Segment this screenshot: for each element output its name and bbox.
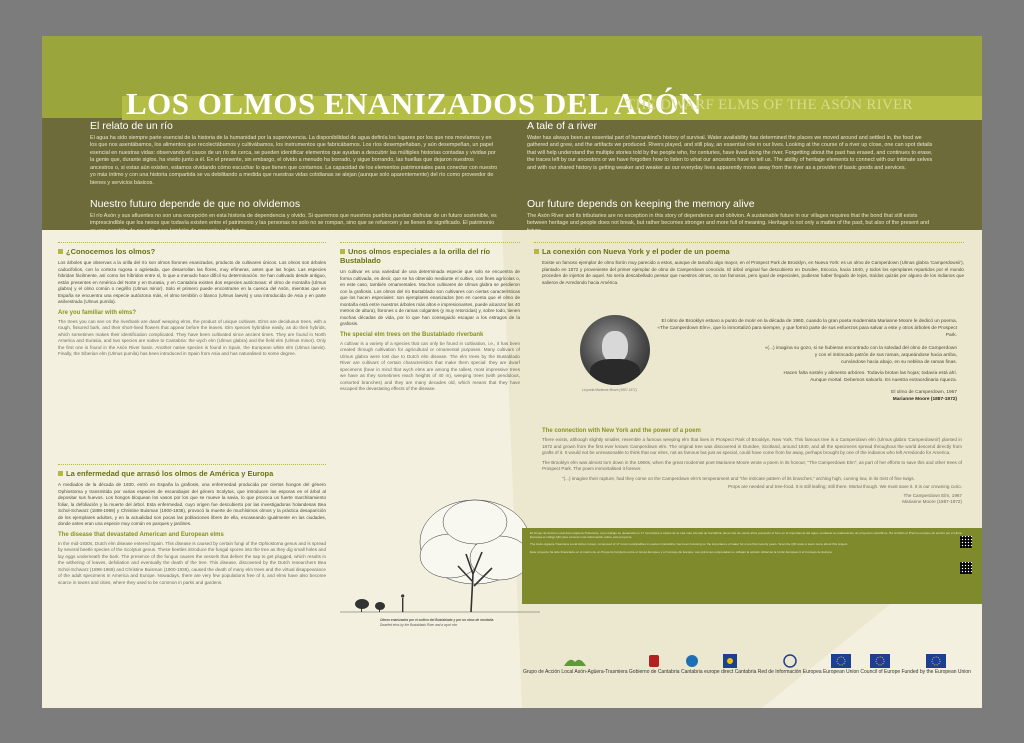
logo-label: European Union	[822, 669, 860, 676]
logo-label: Cantabria	[680, 669, 703, 676]
col1-disease-heading-es-text: La enfermedad que arrasó los olmos de América y Europa	[66, 469, 274, 478]
qr-code-icon[interactable]	[960, 536, 972, 548]
logo-cantabria	[681, 654, 703, 676]
content-area	[42, 230, 982, 708]
poem-block-es	[657, 318, 957, 403]
logo-label: europe direct Cantabria	[704, 669, 757, 676]
header-panel	[42, 36, 982, 230]
col3-text-es: Existe un famoso ejemplar de olmo llorón muy parecido a estos, aunque de tamaño algo mayor, en el Prospect Park de Brooklyn, en Nueva York: es un olmo de Camperdown (Ulmus glabra 'Camperdownii'), plantado en 1872 y proveniente del primer ejemplar de olmo de Camperdown conocido. El árbol original fue descubierto en Dundee, Escocia, hacia 1840, y todos los ejemplares repartidos por el mundo proceden de injertos de aquel. No sería descabellado pensar que nuestros olmos, no tan famosos, pero igual de especiales, pudieran haber llegado de lejos, traídos quizás por alguno de los indianos que salieron de Arredondo hacia América.	[542, 260, 964, 285]
qr-code-icon[interactable]	[960, 562, 972, 574]
footer-text-en: The Asón-Agüera-Trasmiera Local Action Group, composed of 17 rural municipalities in eastern Cantabria, has been focusing on the importance of water for more than twenty years. Scan the QR code to learn more about this project.	[530, 542, 849, 547]
intro-es-text-2: El río Asón y sus afluentes no son una excepción en esta historia de dependencia y olvido. Si queremos que nuestros pueblos puedan disfrutar de un futuro sostenible, es imprescindible que los nexos que todavía existen entre el patrimonio y las personas no solo no se rompan, sino que se refuercen y se llenen de significado. El patrimonio	[90, 213, 497, 227]
logo-gal	[523, 654, 628, 676]
divider	[58, 242, 326, 243]
logo-funded-eu	[901, 654, 971, 676]
portrait-coat	[590, 359, 640, 385]
col1-disease-heading-en: The disease that devastated American and European elms	[58, 531, 224, 538]
logo-label: Red de Información Europea	[757, 669, 822, 676]
council-of-europe-icon	[870, 654, 890, 668]
col1-text-en: The trees you can see on the riverbank are dwarf weeping elms, the product of unique cultivars. Elms are deciduous trees, with a rough, fissured bark, and their short-lived flowers that appear before the leaves. Elm species hybridise easily, as do their hybrids, which sometimes makes their identification complicated. They have been cultivated since ancient times. They are found in North America and Eurasia, and two species are native to Cantabria: the wych elm (Ulmus glabra) and the field elm (Ulmus minor). Only the first one is found in the Asón River basin. Another native species is found in Spain, the European white elm (Ulmus laevis). Finally, the Siberian elm (Ulmus pumila) has been introduced in Spain from Asia and has naturalised to some degree.	[58, 318, 326, 357]
col1-heading-en: Are you familiar with elms?	[58, 309, 137, 316]
poem-en-author: Marianne Moore (1887-1972)	[902, 499, 962, 505]
portrait-caption: La poeta Marianne Moore (1887-1972)	[582, 388, 637, 392]
divider	[340, 242, 520, 243]
intro-es-heading-2: Nuestro futuro depende de que no olvidemos	[90, 198, 301, 210]
poem-intro: El olmo de Brooklyn estuvo a punto de morir en la década de 1960, cuando la gran poeta modernista Marianne Moore le dedicó un poema, «The Camperdown Elm», que lo inmortalizó para siempre, y que formó parte de sus esfuerzos para salvar a este y otros árboles de Prospect Park.	[657, 319, 957, 339]
poet-portrait	[580, 315, 650, 385]
logo-label: Grupo de Acción Local Asón-Agüera-Trasmiera	[523, 669, 628, 676]
column-special-elms	[340, 242, 520, 393]
poem-line-3: curvándose hacia abajo, en su neblina de ramas finas.	[841, 359, 957, 365]
col1-disease-text-es: A mediados de la década de 1930, entró en España la grafiosis, una enfermedad producida por ciertos hongos del género Ophiostoma y transmitida por varias especies de escarabajos del género Scolytus, que introducen las esporas en el árbol al depositar sus huevos. Los hongos bloquean los vasos por los que se mueve la savia, lo que provoca un fuerte marchitamiento foliar, la defoliación y la muerte del árbol. Esta enfermedad, cuyo origen fue descubierto por las investigadoras holandesas Bea Schol-Schwarz (1898-1969) y Christine Buisman (1900-1936), provocó la muerte de muchísimos olmos y la práctica desaparición de los ejemplares adultos, y en la actualidad son pocas las poblaciones libres de ella, escaseando igualmente en las ciudades, donde antes eran una especie muy común en parques y jardines.	[58, 482, 326, 527]
poem-line-1: «(...) imagina su gozo, si se hubieran encontrado con la soledad del olmo de Camperdown	[764, 345, 957, 351]
logo-eu	[823, 654, 859, 676]
title-spanish: LOS OLMOS ENANIZADOS DEL ASÓN	[126, 86, 703, 121]
col2-heading-en: The special elm trees on the Bustablado riverbank	[340, 331, 484, 338]
col3-text-en: There exists, although slightly smaller, resemble a famous weeping elm that lives in Prospect Park of Brooklyn, New York. This famous tree is a Camperdown elm (Ulmus glabra 'Camperdownii') planted in 1872 and grown from the first ever known Camperdown elm. The original tree was discovered in Dundee, Scotland, around 1840, and all the specimens spread throughout the world descend directly from grafts of it. It would not be unreasonable to think that our elms, not as famous but just as special, could have come from far away, perhaps brought by one of the indianos who left Arredondo for America.	[542, 437, 962, 456]
intro-es-section-1	[90, 120, 498, 187]
column-elms	[58, 242, 326, 358]
divider	[534, 242, 964, 243]
footer-text-es: El Grupo de Acción Local Asón-Agüera-Trasmiera, cuyo trabajo se desarrolla en 17 municipios a través de la ruta más oriental de Cantabria, lleva más de veinte años poniendo el foco en la importancia del agua, mediante la colaboración de proyectos científicos. Ha recibido el Premio europeo de acción por el clima. Escanea el código QR para conocer más información sobre este proyecto.	[530, 531, 963, 540]
tree-caption-es: Olmos enanizados por el cultivo del Bustablado y por un olmo de montaña	[380, 618, 494, 622]
logo-label: Gobierno de Cantabria	[628, 669, 680, 676]
intro-en-heading-1: A tale of a river	[527, 120, 598, 132]
col1-disease-text-en: In the mid-1930s, Dutch elm disease entered Spain. This disease is caused by certain fungi of the Ophiostoma genus and is spread by several beetle species of the Scolytus genus. These beetles introduce the fungal spores into the tree as they dig small holes and lay eggs underneath the bark. The presence of the fungus causes the vessels that deliver the sap to get plugged, which results in the withering of leaves, defoliation and eventually the death of the tree. This disease, discovered by the Dutch researchers Bea Schol-Schwarz (1898-1969) and Christine Buisman (1900-1936), caused the death of many elm trees and the virtual disappearance of the adult specimens in America and Europe. Nowadays, there are very few populations free of it, and elms have also become scarce in towns and cities, where they used to be common in parks and gardens.	[58, 540, 326, 585]
col1-heading-es	[58, 247, 326, 256]
eu-flag-icon	[926, 654, 946, 668]
divider	[58, 464, 326, 465]
footer-band	[522, 528, 982, 604]
poem-line-4: Hacen falta sostén y alimento arbóreo. Todavía brotan las hojas; todavía está ahí.	[783, 371, 957, 377]
col1-disease-heading-es	[58, 469, 326, 478]
column-new-york	[534, 242, 964, 286]
col1-heading-es-text: ¿Conocemos los olmos?	[66, 247, 156, 256]
poem-line-2: y con el intrincado patrón de sus ramas, arqueándose hacia arriba,	[814, 352, 957, 358]
poem-line-5: Aunque mortal. Debemos salvarlo. Es nuestra extraordinaria riqueza.	[810, 378, 957, 384]
col3-heading-es	[534, 247, 964, 256]
logo-label: Funded by the European Union	[901, 669, 971, 676]
poem-author: Marianne Moore (1887-1972)	[892, 396, 957, 402]
footer-text-note: Este proyecto ha sido financiado en el marco de un Proyecto Conjunto entre el Grupo Europeo y el Consejo de Europa. Las opiniones expresadas no reflejan la opinión oficial de la Unión Europea ni el Consejo de Europa.	[530, 549, 833, 554]
col2-heading-es	[340, 247, 520, 265]
logo-europe-direct	[704, 654, 756, 676]
tree-caption-en: Dwarfed elms by the Bustablado River and a wych elm	[380, 623, 458, 627]
tree-illustration	[340, 494, 540, 644]
column-new-york-en	[542, 424, 962, 506]
bullet-square-icon	[58, 471, 63, 476]
col2-text-en: A cultivar is a variety of a species that can only be found in cultivation, i.e., it has been created through cultivation for agricultural or ornamental purposes. Many cultivars of Ulmus glabra were lost due to Dutch elm disease. The elm trees by the Bustablado River are cultivars of certain characteristics that make them special: they are dwarf specimens (bear in mind that wych elms are among the tallest, most impressive trees we have as they sometimes reach heights of 40 m), weeping trees (with pendulous, contorted branches) and they are many decades old, which means that they have escaped the devastating effects of the disease.	[340, 340, 520, 392]
bullet-square-icon	[340, 249, 345, 254]
logo-council-europe	[860, 654, 900, 676]
bullet-square-icon	[58, 249, 63, 254]
eu-flag-icon	[831, 654, 851, 668]
info-network-icon	[783, 654, 797, 668]
info-panel	[42, 36, 982, 708]
europe-direct-icon	[723, 654, 737, 668]
col2-text-es: Un cultivar es una variedad de una determinada especie que solo se encuentra de forma cultivada, es decir, que se ha obtenido mediante el cultivo, con fines agrícolas o, en este caso, también ornamentales. Muchos cultivares de Ulmus glabra se perdieron con la grafiosis. Los olmos del río Bustablado son cultivares con ciertas características que los hacen especiales: son ejemplares enanizados (ten en cuenta que el olmo de montaña está entre nuestros árboles más altos e impresionantes, puede alcanzar los 40 metros de altura), llorones o de ramas colgantes (y muy retorcidas) y, sobre todo, tienen muchas décadas de vida, por lo que han conseguido escapar a los estragos de la grafiosis.	[340, 269, 520, 327]
logo-gobierno	[629, 654, 680, 676]
coat-of-arms-icon	[648, 654, 660, 668]
col1-text-es: Los árboles que observas a la orilla del río son olmos llorones enanizados, producto de cultivares únicos. Los olmos son árboles caducifolios, con la corteza rugosa o agrietada, que desarrollan las flores, muy efímeras, antes que las hojas. Las especies hibridan fácilmente, así como los híbridos entre sí, lo que a menudo hace difícil su determinación. Se han cultivado desde antiguo, están presentes en América del Norte y en Eurasia, y en Cantabria existen dos especies autóctonas: el olmo de montaña (Ulmus glabra) y el olmo común o negrillo (Ulmus minor). Solo el primero puede encontrarse en la cuenca del Asón, mientras que en España se encuentra una especie autóctona más, el olmo temblón o blanco (Ulmus laevis) y una introducida de Asia y en parte asilvestrada (Ulmus pumila).	[58, 260, 326, 305]
col3-heading-es-text: La conexión con Nueva York y el poder de un poema	[542, 247, 730, 256]
poem-title: El olmo de Camperdown, 1967	[891, 389, 957, 395]
bullet-square-icon	[534, 249, 539, 254]
intro-en-heading-2: Our future depends on keeping the memory alive	[527, 198, 755, 210]
intro-en-text-1: Water has always been an essential part of humankind's history of survival. Water availability has determined the places we moved around and settled in, the food we gathered and grew, and the artifacts we produced. Rivers played, and still play, an essential role in our lives. Looking at the course of a river up close, one can spot details that will help understand the multiple stories told by the people who, for centuries, have lived along the river. Forgetting about the past has erased, and continues to erase, the traces left by our ancestors or we have forgotten how to listen to what our ancestors have to tell us. The ability of heritage elements to connect with our intimate selves and with our shared history is getting weaker and weaker as our everyday lives apparently move away from the river as a provider of basic goods and services.	[527, 135, 933, 171]
poem-en-title: The Camperdown Elm, 1967	[903, 492, 962, 498]
logo-strip	[517, 640, 977, 690]
intro-es-text-1: El agua ha sido siempre parte esencial de la historia de la humanidad por la supervivencia. La disponibilidad de agua definía los lugares por los que nos movíamos y en los que nos asentábamos, los alimentos que recolectábamos y cultivábamos, los instrumentos que fabricábamos. Los ríos desempeñaban, y aún desempeñan, un papel esencial en nuestras vidas: observando el cauce de un río de cerca, se pueden identificar elementos que ayudan a descubrir las múltiples historias contadas y vividas por la gente que, durante siglos, ha vivido junto a él. En el presente, sin embargo, el olvido a menudo ha borrado, y sigue borrando, las huellas que dejaron nuestros ancestros o, si estas aún existen, estamos olvidando cómo escuchar lo que tienen que contarnos. La capacidad de los elementos patrimoniales para conectar con nuestro yo más íntimo y con una historia compartida se va debilitando a medida que nuestras vidas cotidianas se alejan (aunque solo aparentemente) del río como proveedor de bienes y servicios básicos.	[90, 135, 498, 186]
logo-red-info	[758, 654, 822, 676]
gal-logo-icon	[562, 654, 588, 668]
title-english: THE DWARF ELMS OF THE ASÓN RIVER	[626, 97, 913, 113]
intro-en-text-2: The Asón River and its tributaries are no exception in this story of dependence and oblivion. A sustainable future in our villages requires that the bond that still exists between heritage and people does not break, but rather becomes stronger and more full of meaning. Heritage is not only a matter of the past, but also of the present and	[527, 213, 930, 227]
logo-label: Council of Europe	[860, 669, 901, 676]
poem-en-line-2: Props are needed and tree-food. It is still leafing; still there. Mortal though. We must save it. It is our crowning curio.	[727, 484, 962, 490]
col2-heading-es-text: Unos olmos especiales a la orilla del río Bustablado	[340, 247, 491, 265]
col3-heading-en: The connection with New York and the power of a poem	[542, 428, 701, 434]
intro-es-heading-1: El relato de un río	[90, 120, 173, 132]
poem-en-line-1: "(...) imagine their rapture, had they come on the Camperdown elm's temperament and "the intricate pattern of its branches," arching high, curving low, in its mist of fine twigs.	[562, 475, 915, 481]
cantabria-logo-icon	[681, 654, 703, 668]
intro-en-section-1	[527, 120, 937, 172]
column-disease	[58, 464, 326, 586]
col3-text-en-2: The Brooklyn elm was almost torn down in the 1960s, when the great modernist poet Marianne Moore wrote a poem in its honour, "The Camperdown Elm", as part of her efforts to save this and other trees of Prospect Park. The poem immortalised it forever.	[542, 459, 962, 472]
